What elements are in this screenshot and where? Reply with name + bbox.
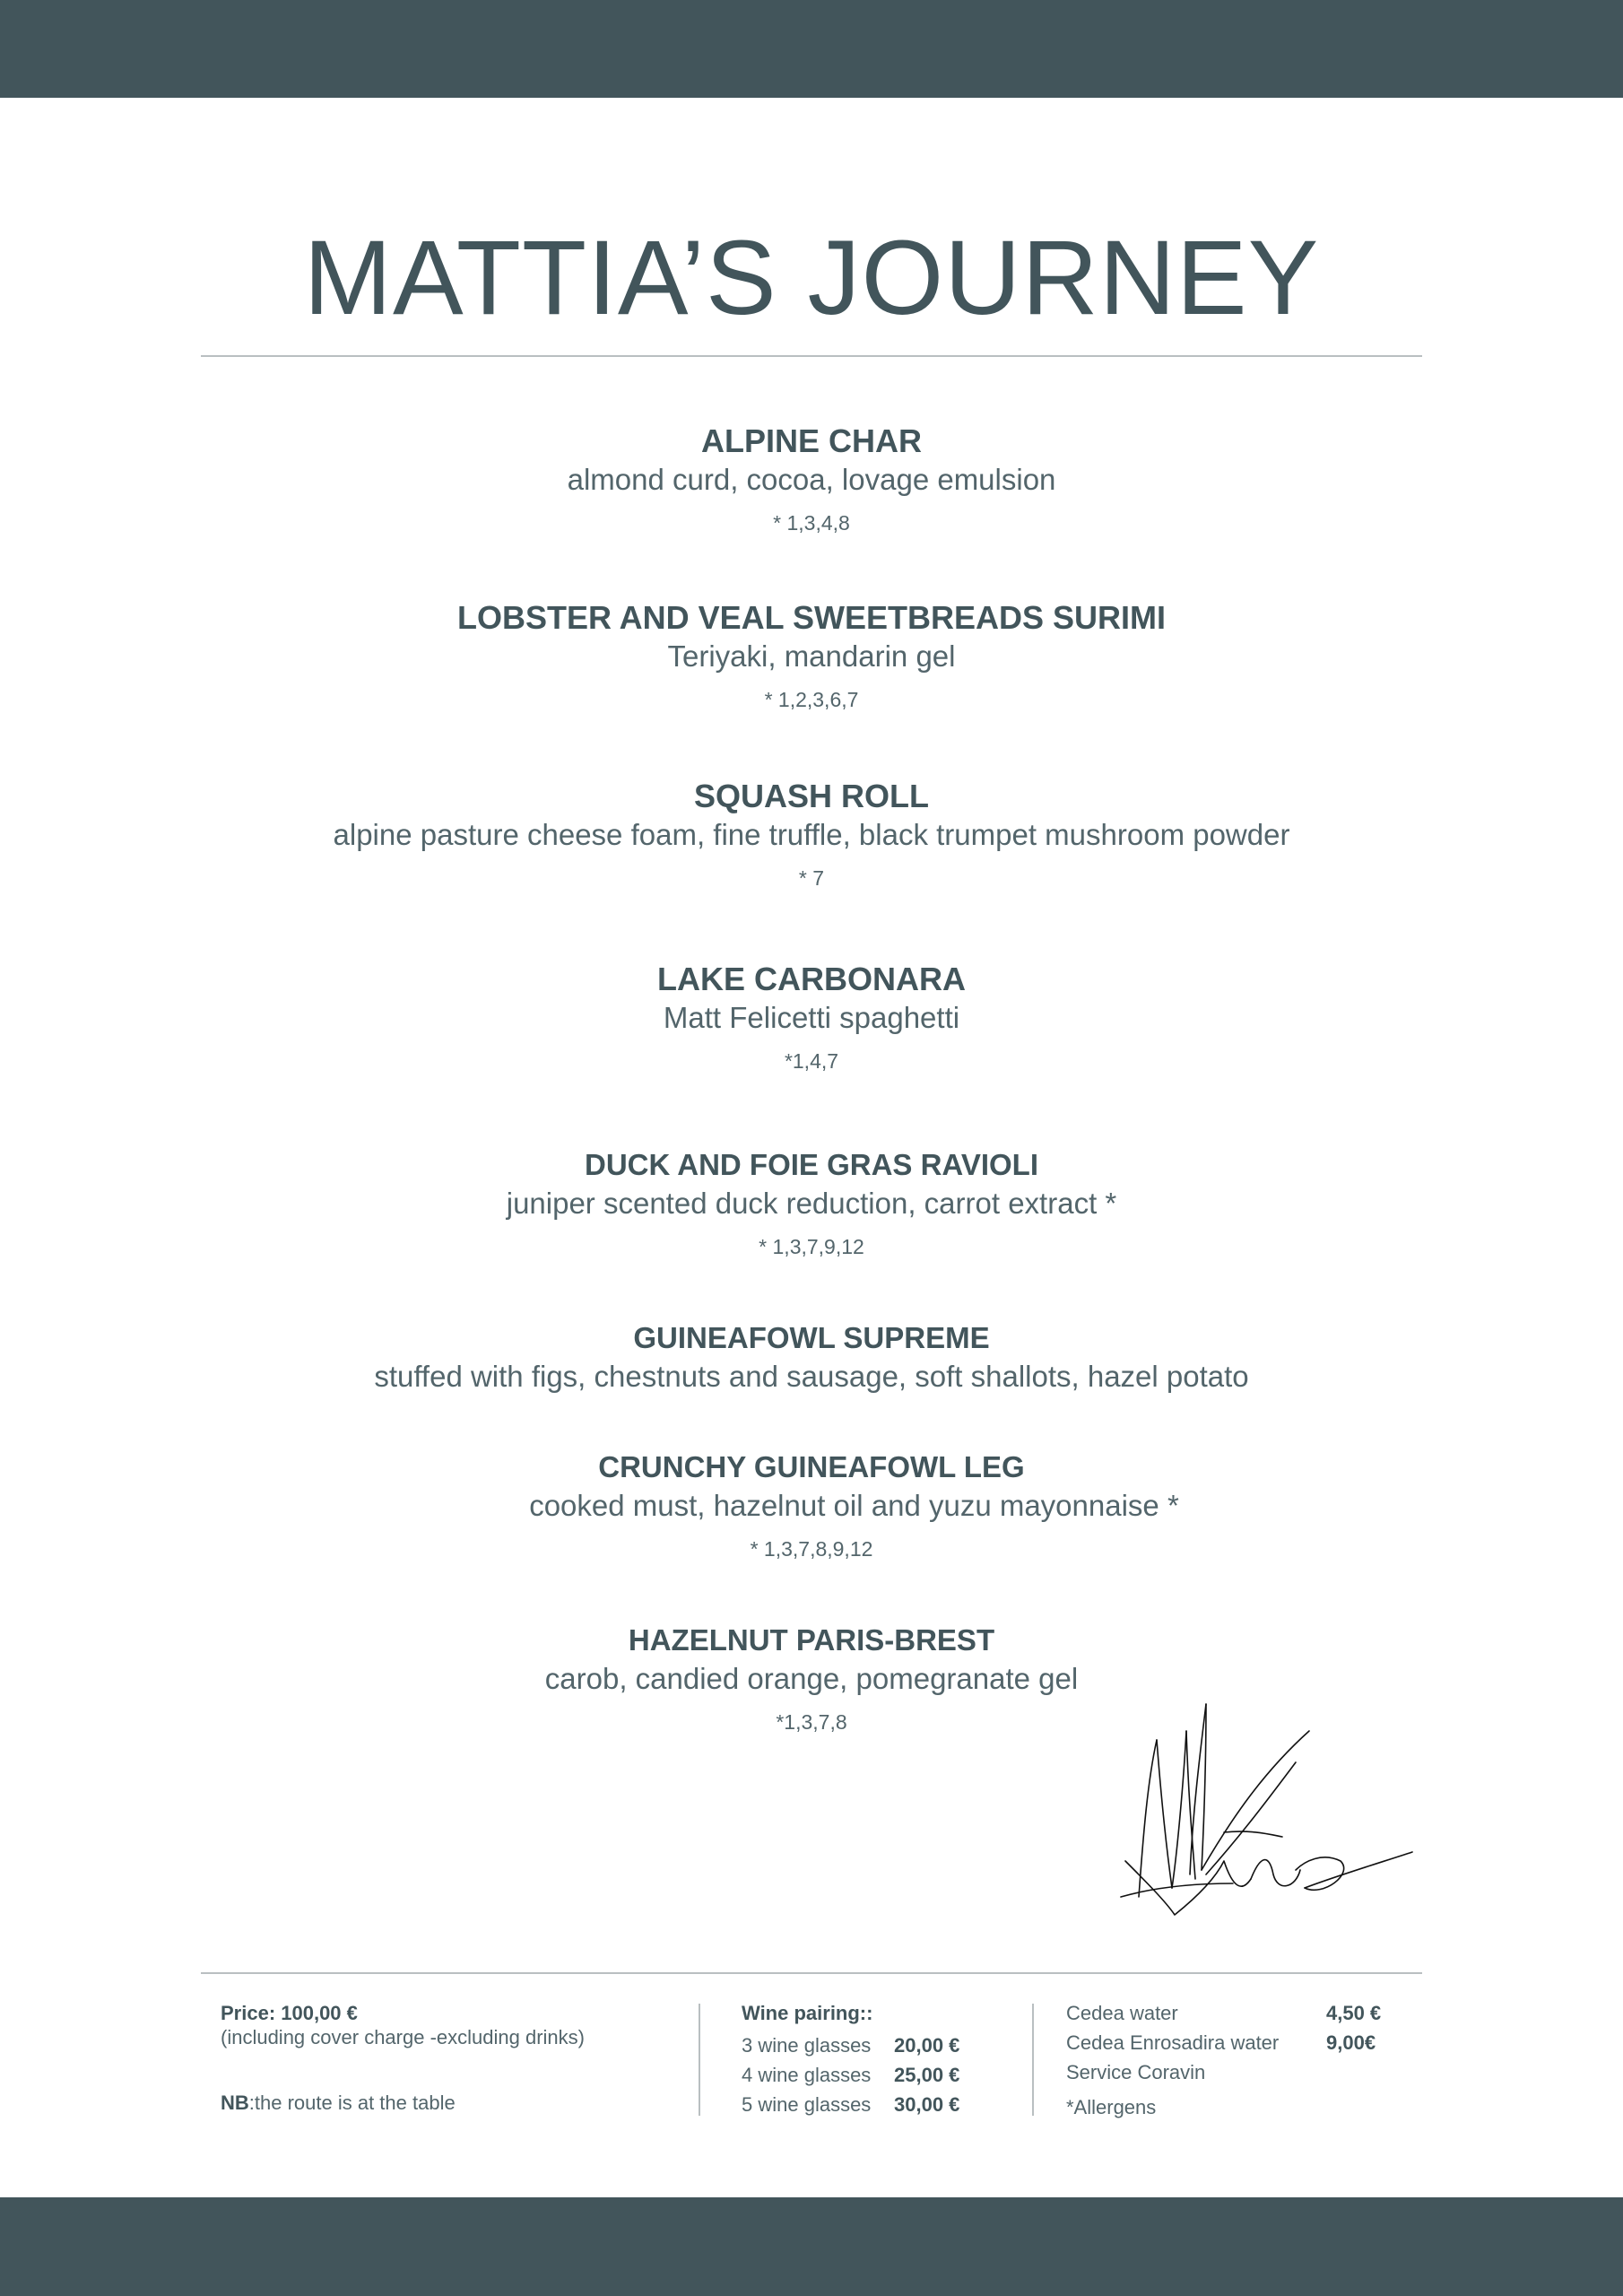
wine-pairing-price: 20,00 € [894,2034,960,2057]
dish-item [0,422,1623,536]
dish-name: LAKE CARBONARA [657,961,966,997]
bottom-band [0,2197,1623,2296]
dish-allergens: * 1,3,7,8,9,12 [750,1537,873,1561]
top-band [0,0,1623,98]
dish-name: LOBSTER AND VEAL SWEETBREADS SURIMI [456,599,1167,636]
wine-pairing-row [742,2060,1011,2090]
wine-pairing-price: 25,00 € [894,2064,960,2086]
dish-name: DUCK AND FOIE GRAS RAVIOLI [584,1148,1038,1181]
dish-name: ALPINE CHAR [700,422,922,459]
menu-title: MATTIA’S JOURNEY [303,219,1320,337]
wine-pairing-label: 5 wine glasses [742,2093,872,2116]
footer-separator [1032,2004,1034,2116]
price-section [221,1998,687,2118]
dish-item [0,598,1623,713]
extras-row [1066,1998,1407,2028]
price-note: (including cover charge -excluding drinks) [221,2026,585,2048]
extras-price: 4,50 € [1326,2002,1382,2024]
wine-pairing-row [742,2090,1011,2119]
wine-pairing-label: 4 wine glasses [742,2064,872,2086]
dish-item [0,1318,1623,1396]
footer-separator [699,2004,700,2116]
dish-description: stuffed with figs, chestnuts and sausage, soft shallots, hazel potato [374,1360,1249,1393]
dish-description: cooked must, hazelnut oil and yuzu mayonnaise * [529,1489,1179,1522]
dish-description: juniper scented duck reduction, carrot extract * [506,1187,1117,1220]
extras-price: 9,00€ [1326,2031,1376,2054]
nb-note [221,2088,687,2118]
dish-allergens: *1,3,7,8 [776,1710,847,1734]
extras-label: Cedea water [1066,2002,1178,2024]
dish-description: carob, candied orange, pomegranate gel [544,1662,1079,1695]
dish-name: GUINEAFOWL SUPREME [633,1321,990,1354]
dish-allergens: * 1,2,3,6,7 [764,688,859,711]
dish-description: Teriyaki, mandarin gel [667,639,956,673]
extras-row [1066,2028,1407,2057]
dish-item [0,960,1623,1074]
title-divider [201,355,1422,357]
nb-label: NB [221,2092,249,2114]
wine-pairing-label: 3 wine glasses [742,2034,872,2057]
wine-pairing-row [742,2031,1011,2060]
dish-allergens: * 1,3,7,9,12 [759,1235,864,1258]
extras-row [1066,2057,1407,2087]
extras-label: Service Coravin [1066,2061,1206,2083]
dish-allergens: * 1,3,4,8 [773,511,850,535]
nb-text: :the route is at the table [248,2092,456,2114]
wine-pairing-price: 30,00 € [894,2093,960,2116]
extras-section [1066,1998,1407,2122]
dish-item [0,777,1623,891]
wine-pairing-section [742,1998,1011,2119]
dish-description: Matt Felicetti spaghetti [663,1001,960,1034]
dish-description: almond curd, cocoa, lovage emulsion [567,463,1056,496]
allergens-note: *Allergens [1066,2096,1157,2118]
wine-pairing-heading: Wine pairing:: [742,2002,873,2024]
price-label: Price: 100,00 € [221,2002,358,2024]
dish-name: CRUNCHY GUINEAFOWL LEG [598,1450,1025,1483]
dish-allergens: *1,4,7 [784,1049,839,1073]
dish-item [0,1145,1623,1260]
chef-signature [1116,1700,1417,1928]
extras-label: Cedea Enrosadira water [1066,2031,1280,2054]
dish-allergens: * 7 [798,866,825,890]
dish-name: SQUASH ROLL [693,778,929,814]
dish-description: alpine pasture cheese foam, fine truffle, black trumpet mushroom powder [333,818,1290,851]
footer-divider [201,1972,1422,1974]
dish-name: HAZELNUT PARIS-BREST [628,1623,995,1657]
dish-item [0,1448,1623,1562]
